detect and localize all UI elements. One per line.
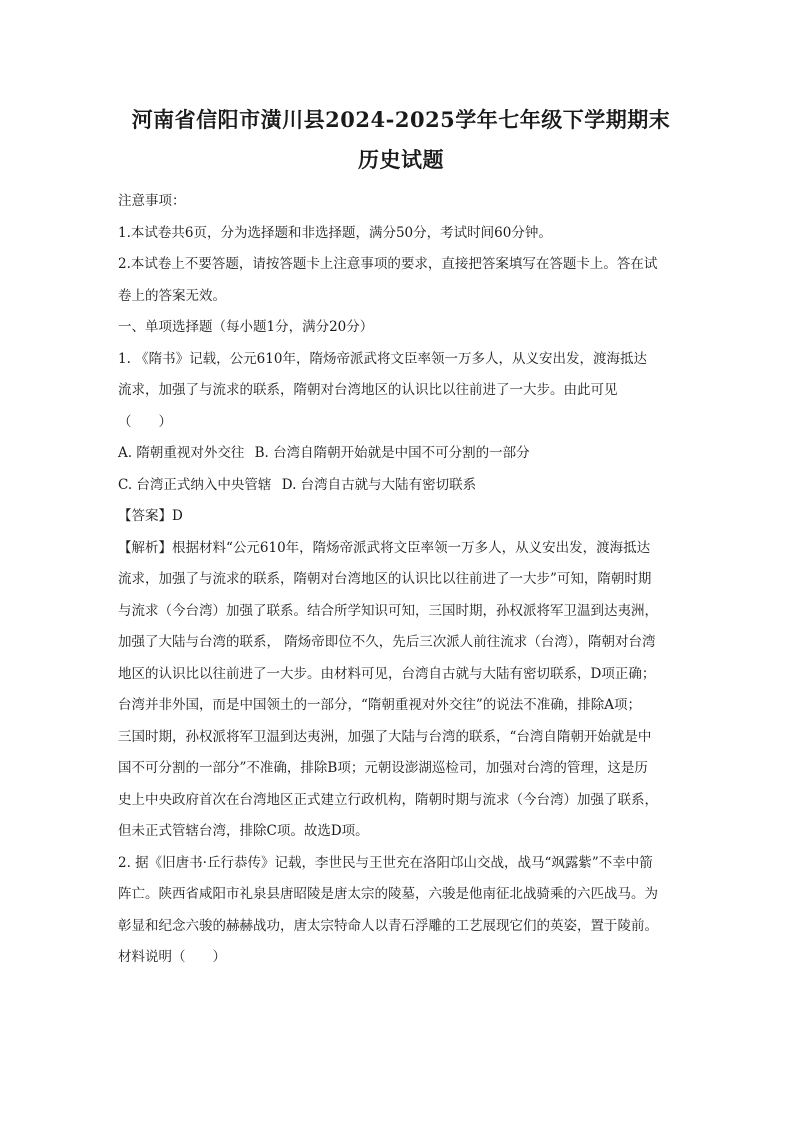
question-1-stem-line-1: 1. 《隋书》记载，公元610年，隋炀帝派武将文臣率领一万多人，从义安出发，渡海抵达 [118,350,647,367]
document-subtitle: 历史试题 [358,147,444,172]
question-2-stem-line: 阵亡。陕西省咸阳市礼泉县唐昭陵是唐太宗的陵墓，六骏是他南征北战骑乘的六匹战马。为 [118,886,658,902]
analysis-line [118,533,684,565]
section-heading: 一、单项选择题（每小题1分，满分20分） [118,319,374,335]
question-1 [118,344,684,848]
analysis-line: 地区的认识比以往前进了一大步。由材料可见，台湾自古就与大陆有密切联系，D项正确； [118,665,656,682]
analysis-text: 根据材料“公元610年，隋炀帝派武将文臣率领一万多人，从义安出发，渡海抵达 [172,539,651,556]
question-2-stem-line: 彰显和纪念六骏的赫赫战功，唐太宗特命人以青石浮雕的工艺展现它们的英姿，置于陵前。 [118,917,658,934]
question-1-stem-line-2: 流求，加强了与流求的联系，隋朝对台湾地区的认识比以往前进了一大步。由此可见 [118,382,618,398]
answer-label: 【答案】 [118,508,172,524]
question-1-stem-line-3: （ ） [118,413,172,430]
question-2-stem-line: 2. 据《旧唐书·丘行恭传》记载，李世民与王世充在洛阳邙山交战，战马“飒露紫”不幸中箭 [118,854,653,871]
analysis-line: 三国时期，孙权派将军卫温到达夷洲，加强了大陆与台湾的联系，“台湾自隋朝开始就是中 [118,728,652,745]
document-title: 河南省信阳市潢川县2024-2025学年七年级下学期期末 [131,107,671,132]
question-2 [118,848,684,974]
analysis-line: 加强了大陆与台湾的联系， 隋炀帝即位不久，先后三次派人前往流求（台湾），隋朝对台湾 [118,634,656,650]
exam-page [118,100,684,974]
notice-item-1: 1.本试卷共6页，分为选择题和非选择题，满分50分，考试时间60分钟。 [118,224,552,241]
analysis-label: 【解析】 [118,539,172,556]
notice-item-2-line-2: 卷上的答案无效。 [118,287,226,304]
option-c: C. 台湾正式纳入中央管辖 [118,476,272,493]
notice-section [118,186,684,312]
analysis-line: 台湾并非外国，而是中国领土的一部分，“隋朝重视对外交往”的说法不准确，排除A项； [118,697,642,713]
analysis-line: 史上中央政府首次在台湾地区正式建立行政机构，隋朝时期与流求（今台湾）加强了联系， [118,791,658,808]
question-2-stem-line: 材料说明（ ） [118,949,226,965]
option-d: D. 台湾自古就与大陆有密切联系 [281,476,477,493]
question-1-options-row-1 [118,438,684,470]
question-1-analysis [118,533,684,848]
question-1-answer [118,501,684,533]
notice-item-2-line-1: 2.本试卷上不要答题，请按答题卡上注意事项的要求，直接把答案填写在答题卡上。答在试 [118,256,658,272]
analysis-line: 但未正式管辖台湾，排除C项。故选D项。 [118,823,369,839]
notice-heading: 注意事项： [118,193,186,209]
question-1-options-row-2 [118,470,684,502]
option-a: A. 隋朝重视对外交往 [118,445,245,461]
answer-value: D [172,508,183,524]
option-b: B. 台湾自隋朝开始就是中国不可分割的一部分 [254,445,530,461]
analysis-line: 流求，加强了与流求的联系，隋朝对台湾地区的认识比以往前进了一大步”可知，隋朝时期 [118,571,652,587]
analysis-line: 与流求（今台湾）加强了联系。结合所学知识可知，三国时期，孙权派将军卫温到达夷洲， [118,602,658,619]
analysis-line: 国不可分割的一部分”不准确，排除B项；元朝设澎湖巡检司，加强对台湾的管理，这是历 [118,760,648,776]
